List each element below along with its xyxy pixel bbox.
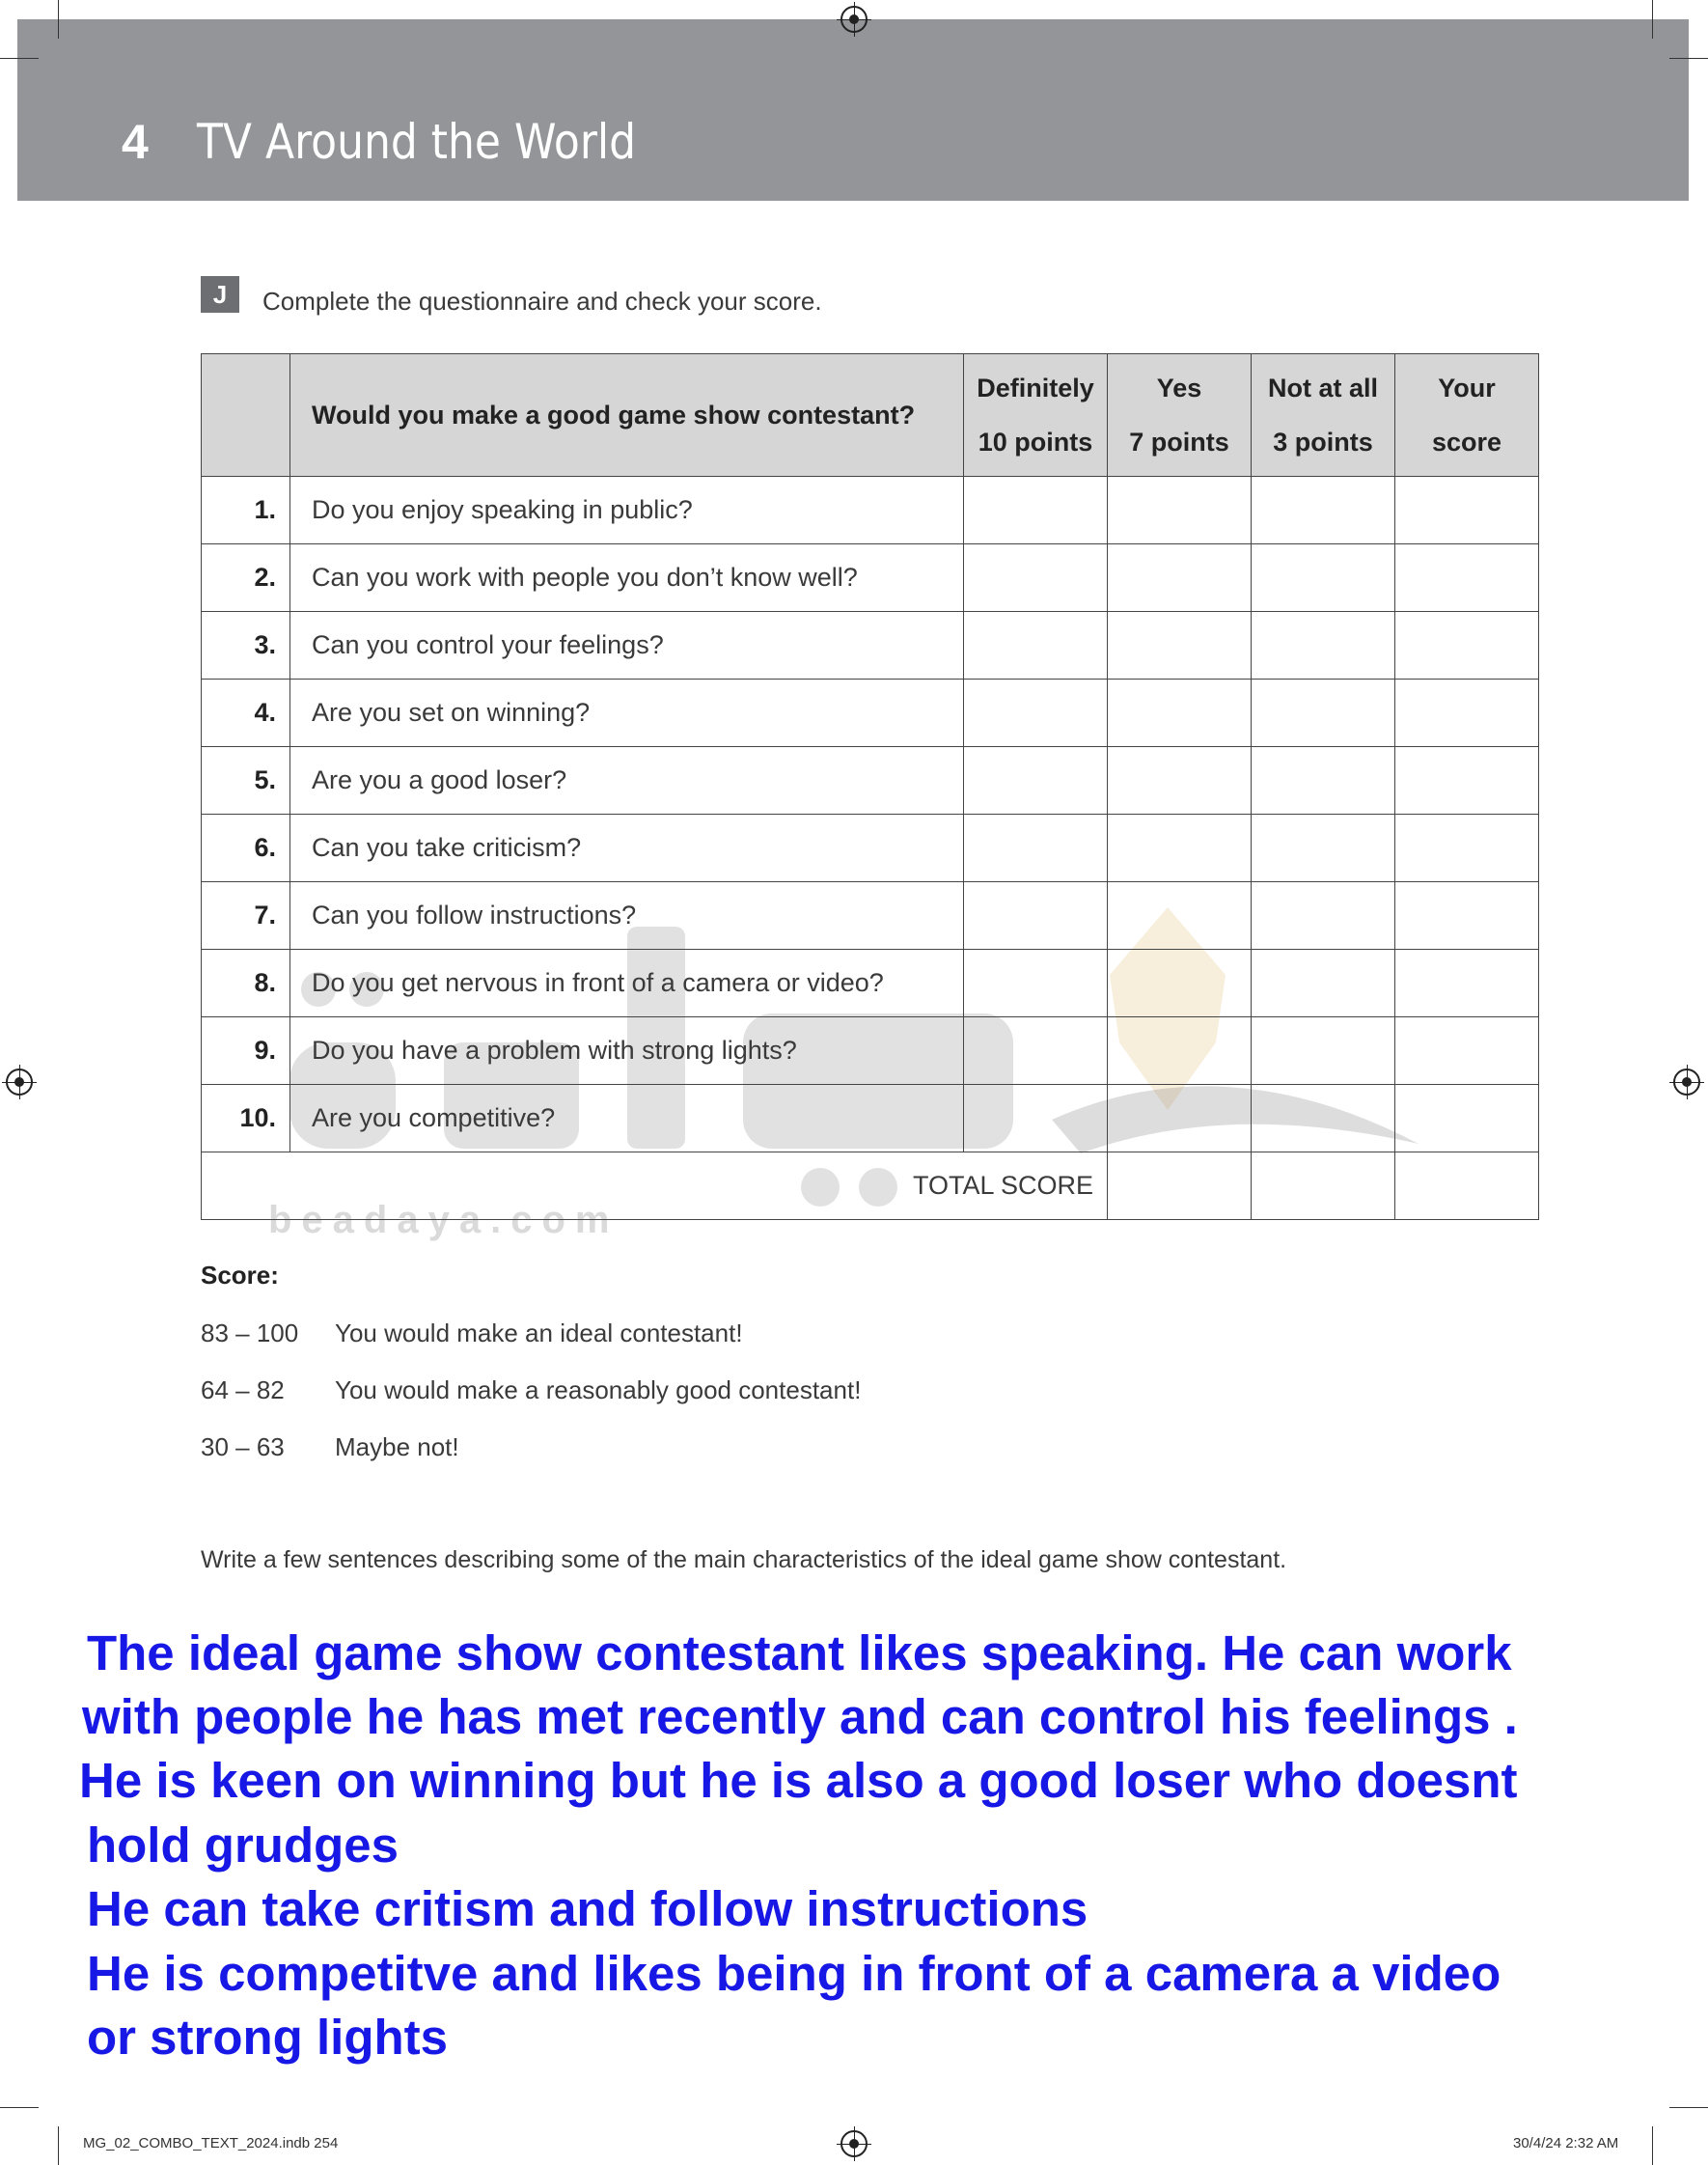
table-row: [202, 477, 1539, 544]
score-range-text: You would make an ideal contestant!: [335, 1318, 743, 1347]
activity-instruction: Complete the questionnaire and check your score.: [262, 287, 822, 316]
column-header-not-at-all: [1252, 354, 1395, 477]
score-range: 83 – 100: [201, 1318, 299, 1347]
questionnaire-table: [201, 353, 1539, 1220]
answer-cell-yes[interactable]: [1108, 882, 1252, 950]
answer-cell-not-at-all[interactable]: [1252, 747, 1395, 815]
table-row: [202, 747, 1539, 815]
answer-line: He is competitve and likes being in front of a camera a video: [87, 1946, 1501, 2001]
answer-cell-definitely[interactable]: [964, 747, 1108, 815]
answer-line: The ideal game show contestant likes speaking. He can work: [87, 1625, 1512, 1680]
answer-cell-yes[interactable]: [1108, 1017, 1252, 1085]
total-cell-yes[interactable]: [1108, 1152, 1252, 1220]
answer-cell-definitely[interactable]: [964, 882, 1108, 950]
score-cell[interactable]: [1395, 747, 1539, 815]
total-score-cell[interactable]: [1395, 1152, 1539, 1220]
answer-cell-definitely[interactable]: [964, 1017, 1108, 1085]
answer-cell-not-at-all[interactable]: [1252, 612, 1395, 680]
watermark-text: beadaya.com: [268, 1199, 620, 1241]
answer-cell-not-at-all[interactable]: [1252, 882, 1395, 950]
question-number: 9.: [202, 1017, 290, 1085]
score-cell[interactable]: [1395, 1017, 1539, 1085]
activity-letter-badge: J: [201, 276, 239, 313]
answer-line: hold grudges: [87, 1818, 399, 1873]
table-row: [202, 544, 1539, 612]
column-points: 10 points: [978, 428, 1093, 457]
column-label: Yes: [1156, 374, 1202, 402]
crop-mark: [1669, 58, 1708, 59]
question-text: Do you have a problem with strong lights?: [290, 1017, 964, 1085]
answer-cell-definitely[interactable]: [964, 815, 1108, 882]
question-number: 4.: [202, 680, 290, 747]
table-row: [202, 1017, 1539, 1085]
question-number: 2.: [202, 544, 290, 612]
column-header-your-score: [1395, 354, 1539, 477]
table-row: [202, 680, 1539, 747]
column-header-yes: [1108, 354, 1252, 477]
answer-line: He can take critism and follow instructions: [87, 1881, 1088, 1936]
answer-cell-yes[interactable]: [1108, 612, 1252, 680]
column-header-definitely: [964, 354, 1108, 477]
answer-cell-yes[interactable]: [1108, 680, 1252, 747]
question-text: Can you control your feelings?: [290, 612, 964, 680]
answer-cell-definitely[interactable]: [964, 680, 1108, 747]
answer-cell-not-at-all[interactable]: [1252, 680, 1395, 747]
score-range-row: [201, 1318, 743, 1348]
table-row: [202, 950, 1539, 1017]
answer-cell-not-at-all[interactable]: [1252, 544, 1395, 612]
column-points: 3 points: [1273, 428, 1373, 457]
total-score-label: TOTAL SCORE: [202, 1152, 1108, 1220]
answer-cell-not-at-all[interactable]: [1252, 1085, 1395, 1152]
score-cell[interactable]: [1395, 477, 1539, 544]
question-text: Do you get nervous in front of a camera or video?: [290, 950, 964, 1017]
question-number: 8.: [202, 950, 290, 1017]
question-text: Do you enjoy speaking in public?: [290, 477, 964, 544]
table-row: [202, 612, 1539, 680]
score-heading: Score:: [201, 1261, 279, 1290]
answer-cell-definitely[interactable]: [964, 544, 1108, 612]
score-range: 64 – 82: [201, 1375, 285, 1404]
registration-mark-icon: [840, 6, 868, 33]
answer-cell-yes[interactable]: [1108, 1085, 1252, 1152]
answer-cell-definitely[interactable]: [964, 1085, 1108, 1152]
question-text: Can you take criticism?: [290, 815, 964, 882]
answer-cell-yes[interactable]: [1108, 477, 1252, 544]
footer-date: 30/4/24 2:32 AM: [1513, 2135, 1619, 2151]
column-label: Your: [1438, 374, 1496, 402]
unit-number: 4: [122, 115, 149, 169]
answer-cell-definitely[interactable]: [964, 612, 1108, 680]
question-number: 6.: [202, 815, 290, 882]
crop-mark: [1652, 0, 1653, 39]
answer-cell-yes[interactable]: [1108, 815, 1252, 882]
answer-cell-not-at-all[interactable]: [1252, 477, 1395, 544]
answer-line: or strong lights: [87, 2010, 448, 2065]
answer-cell-definitely[interactable]: [964, 477, 1108, 544]
table-row: [202, 1085, 1539, 1152]
column-label: Not at all: [1267, 374, 1378, 402]
score-range-text: You would make a reasonably good contestant!: [335, 1375, 862, 1404]
table-row: [202, 882, 1539, 950]
question-number: 5.: [202, 747, 290, 815]
registration-mark-icon: [1673, 1069, 1700, 1096]
crop-mark: [0, 58, 39, 59]
question-number: 10.: [202, 1085, 290, 1152]
answer-cell-yes[interactable]: [1108, 544, 1252, 612]
question-text: Are you set on winning?: [290, 680, 964, 747]
answer-line: with people he has met recently and can control his feelings .: [82, 1689, 1518, 1744]
answer-cell-yes[interactable]: [1108, 950, 1252, 1017]
column-points: score: [1431, 428, 1502, 457]
question-text: Can you work with people you don’t know well?: [290, 544, 964, 612]
table-row: [202, 815, 1539, 882]
answer-cell-not-at-all[interactable]: [1252, 815, 1395, 882]
crop-mark: [1652, 2126, 1653, 2165]
total-cell-not-at-all[interactable]: [1252, 1152, 1395, 1220]
score-range-row: [201, 1375, 861, 1405]
unit-title: TV Around the World: [197, 114, 637, 170]
crop-mark: [1669, 2107, 1708, 2108]
total-row: [202, 1152, 1539, 1220]
question-number: 7.: [202, 882, 290, 950]
footer-file-info: MG_02_COMBO_TEXT_2024.indb 254: [83, 2135, 339, 2151]
unit-header-band: [17, 19, 1689, 201]
questionnaire-title: Would you make a good game show contestant?: [290, 354, 964, 477]
score-range-row: [201, 1432, 459, 1462]
column-label: Definitely: [977, 374, 1094, 402]
score-range: 30 – 63: [201, 1432, 285, 1461]
crop-mark: [58, 0, 59, 39]
crop-mark: [0, 2107, 39, 2108]
header-blank-cell: [202, 354, 290, 477]
answer-cell-not-at-all[interactable]: [1252, 950, 1395, 1017]
answer-cell-yes[interactable]: [1108, 747, 1252, 815]
question-number: 1.: [202, 477, 290, 544]
registration-mark-icon: [840, 2130, 868, 2157]
question-text: Are you competitive?: [290, 1085, 964, 1152]
question-text: Can you follow instructions?: [290, 882, 964, 950]
question-text: Are you a good loser?: [290, 747, 964, 815]
registration-mark-icon: [6, 1069, 33, 1096]
writing-prompt: Write a few sentences describing some of the main characteristics of the ideal game show contestant.: [201, 1546, 1287, 1573]
score-cell[interactable]: [1395, 544, 1539, 612]
question-number: 3.: [202, 612, 290, 680]
score-cell[interactable]: [1395, 680, 1539, 747]
answer-line: He is keen on winning but he is also a good loser who doesnt: [79, 1753, 1518, 1808]
score-cell[interactable]: [1395, 815, 1539, 882]
score-cell[interactable]: [1395, 1085, 1539, 1152]
answer-cell-definitely[interactable]: [964, 950, 1108, 1017]
answer-cell-not-at-all[interactable]: [1252, 1017, 1395, 1085]
crop-mark: [58, 2126, 59, 2165]
score-cell[interactable]: [1395, 882, 1539, 950]
column-points: 7 points: [1129, 428, 1229, 457]
score-range-text: Maybe not!: [335, 1432, 459, 1461]
score-cell[interactable]: [1395, 612, 1539, 680]
score-cell[interactable]: [1395, 950, 1539, 1017]
